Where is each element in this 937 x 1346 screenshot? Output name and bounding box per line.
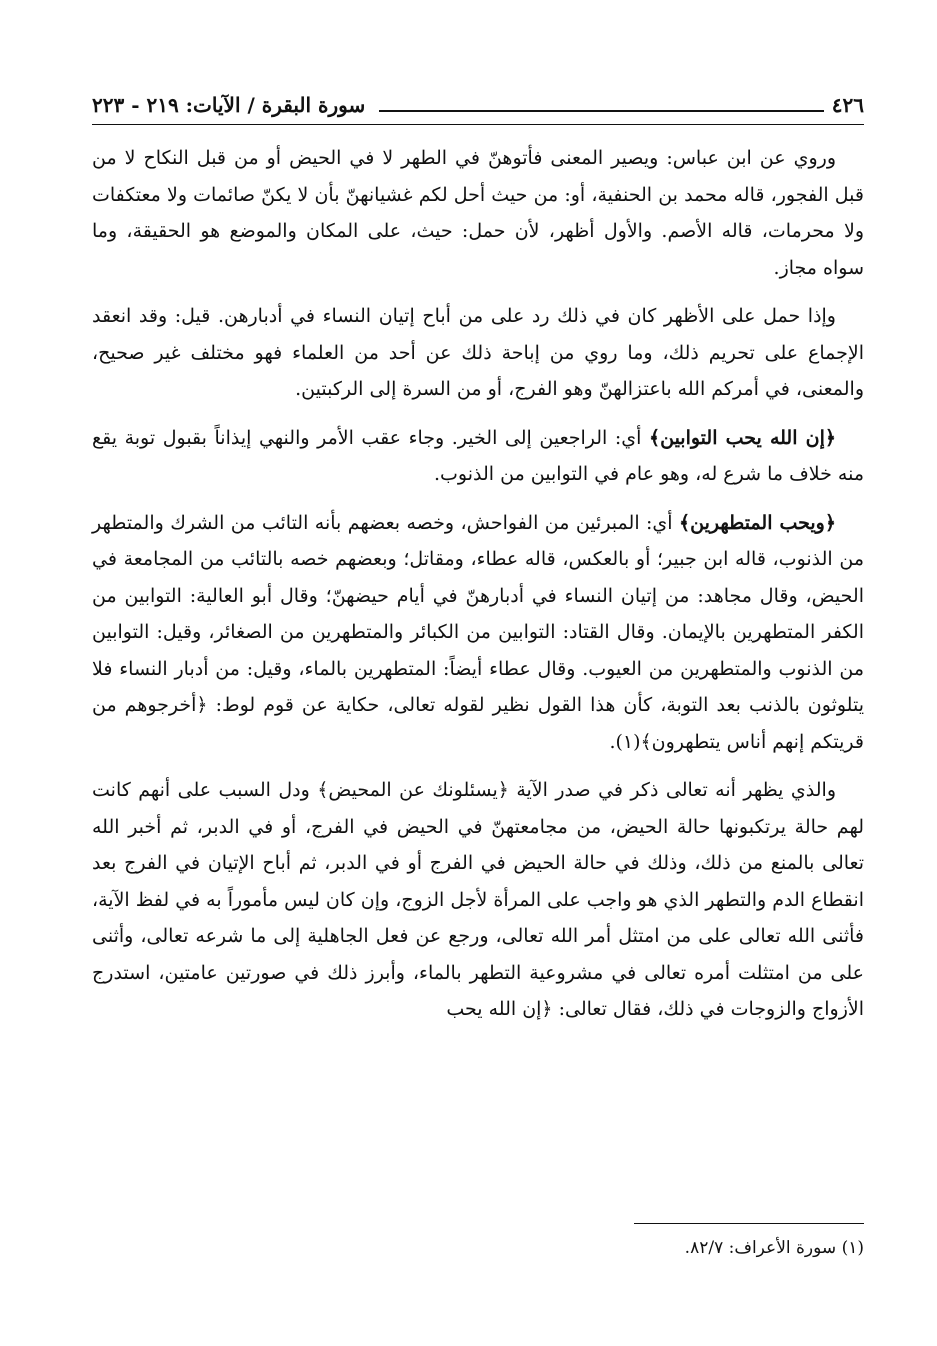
paragraph-2 [92,298,864,408]
quran-quote: ﴿إن الله يحب التوابين﴾ [648,426,836,449]
page-header [92,88,864,122]
quran-quote: ﴿ويحب المتطهرين﴾ [678,511,836,534]
paragraph-text: أي: الراجعين إلى الخير. وجاء عقب الأمر والنهي إيذاناً بقبول توبة يقع منه خلاف ما شرع له، وهو عام في التوابين من الذنوب. [92,426,864,485]
paragraph-text: وإذا حمل على الأظهر كان في ذلك رد على من أباح إتيان النساء في أدبارهن. قيل: وقد انعقد الإجماع على تحريم ذلك، وما روي من إباحة ذلك عن أحد من العلماء فهو مختلف غير صحيح، والمعنى، في أمركم الله باعتزالهنّ وهو الفرج، أو من السرة إلى الركبتين. [92,305,864,400]
paragraph-text: أي: المبرئين من الفواحش، وخصه بعضهم بأنه التائب من الشرك والمتطهر من الذنوب، قاله ابن جبير؛ أو بالعكس، قاله عطاء، ومقاتل؛ وبعضهم خصه بالتائب من المجامعة في الحيض، وقال مجاهد: من إتيان النساء في أدبارهنّ في أيام حيضهنّ؛ وقال أبو العالية: التوابين من الكفر المتطهرين بالإيمان. وقال القتاد: التوابين من الكبائر والمتطهرين من الصغائر، وقيل: التوابين من الذنوب والمتطهرين من العيوب. وقال عطاء أيضاً: المتطهرين بالماء، وقيل: من أدبار النساء فلا يتلوثون بالذنب بعد التوبة، كأن هذا القول نظير لقوله تعالى، حكاية عن قوم لوط: ﴿أخرجوهم من قريتكم إنهم أناس يتطهرون﴾(١). [92,511,864,753]
paragraph-1 [92,140,864,286]
paragraph-4 [92,505,864,761]
header-rule [379,110,824,112]
page-number: ٤٢٦ [831,93,864,117]
page-body [92,140,864,1040]
paragraph-5 [92,772,864,1028]
footnote-divider [634,1223,864,1224]
header-divider [92,124,864,125]
footnote: (١) سورة الأعراف: ٨٢/٧. [684,1238,864,1258]
paragraph-3 [92,420,864,493]
paragraph-text: والذي يظهر أنه تعالى ذكر في صدر الآية ﴿يسئلونك عن المحيض﴾ ودل السبب على أنهم كانت لهم حالة يرتكبونها حالة الحيض، من مجامعتهنّ في الحيض في الفرج، أو في الدبر، ثم أخبر الله تعالى بالمنع من ذلك، وذلك في حالة الحيض في الفرج أو في الدبر، ثم أباح الإتيان في الفرج بعد انقطاع الدم والتطهر الذي هو واجب على المرأة لأجل الزوج، وإن كان ليس مأموراً به في لفظ الآية، فأثنى الله تعالى على من امتثل أمر الله تعالى، ورجع عن فعل الجاهلية إلى ما شرعه تعالى، وأثنى على من امتثلت أمره تعالى في مشروعية التطهر بالماء، وأبرز ذلك في صورتين عامتين، استدرج الأزواج والزوجات في ذلك، فقال تعالى: ﴿إن الله يحب [91,779,864,1020]
surah-info: سورة البقرة / الآيات: ٢١٩ - ٢٢٣ [92,93,366,117]
paragraph-text: وروي عن ابن عباس: ويصير المعنى فأتوهنّ في الطهر لا في الحيض أو من قبل النكاح لا من قبل الفجور، قاله محمد بن الحنفية، أو: من حيث أحل لكم غشيانهنّ بأن لا يكنّ صائمات ولا معتكفات ولا محرمات، قاله الأصم. والأول أظهر، لأن حمل: حيث، على المكان والموضع هو الحقيقة، وما سواه مجاز. [92,147,864,279]
